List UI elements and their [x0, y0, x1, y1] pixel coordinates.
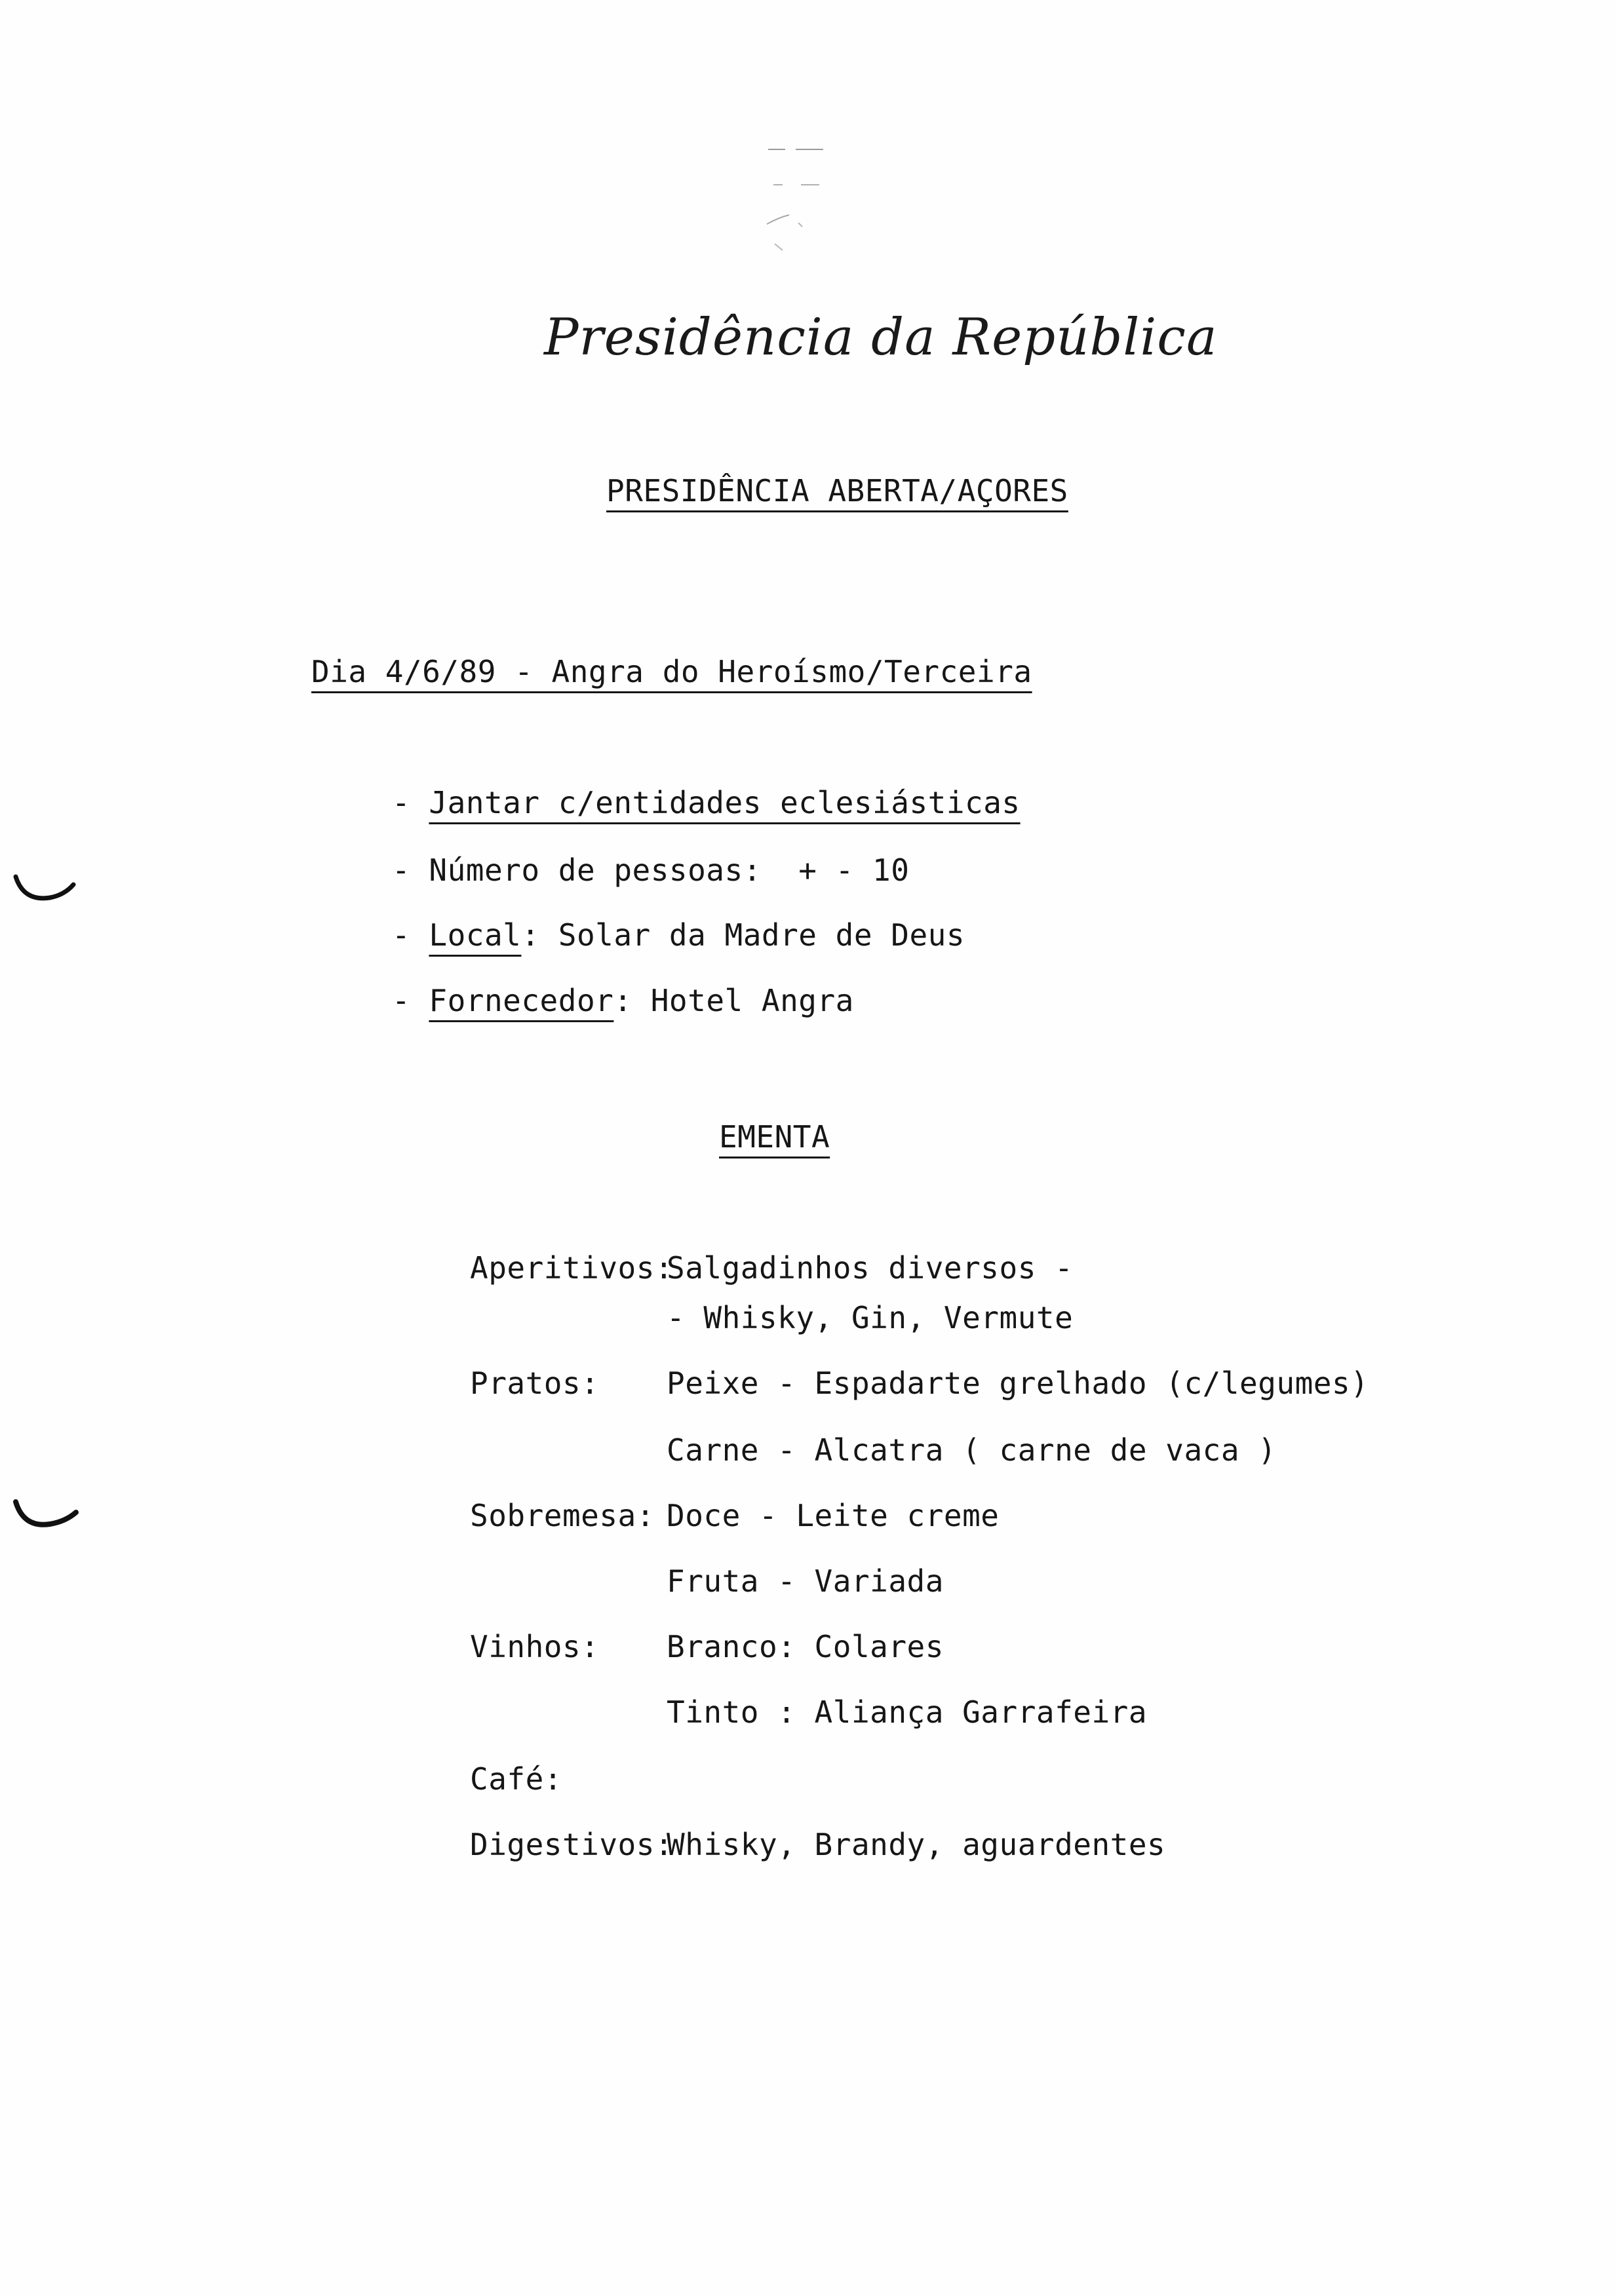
hole-punch-mark-top: [10, 873, 83, 912]
detail-label: Jantar c/entidades eclesiásticas: [429, 785, 1021, 820]
detail-value: : Solar da Madre de Deus: [521, 917, 965, 953]
menu-line: Whisky, Brandy, aguardentes: [667, 1827, 1166, 1862]
menu-category: Vinhos:: [470, 1629, 600, 1664]
letterhead: Presidência da República: [544, 308, 1218, 367]
scan-marks: [767, 131, 826, 262]
detail-prefix: -: [392, 852, 429, 888]
detail-value: + - 10: [798, 852, 910, 888]
menu-line: Fruta - Variada: [667, 1563, 944, 1599]
detail-prefix: -: [392, 983, 429, 1018]
menu-line: Branco: Colares: [667, 1629, 944, 1664]
hole-punch-mark-bottom: [10, 1498, 83, 1537]
menu-category: Sobremesa:: [470, 1498, 655, 1533]
menu-heading: EMENTA: [719, 1119, 830, 1155]
detail-value: : Hotel Angra: [613, 983, 854, 1018]
detail-label: Fornecedor: [429, 983, 614, 1018]
document-title: PRESIDÊNCIA ABERTA/AÇORES: [606, 473, 1068, 508]
detail-prefix: -: [392, 917, 429, 953]
menu-category: Pratos:: [470, 1366, 600, 1401]
menu-category: Digestivos:: [470, 1827, 674, 1862]
detail-item-event: [392, 785, 1021, 820]
menu-line: Carne - Alcatra ( carne de vaca ): [667, 1432, 1277, 1468]
detail-prefix: -: [392, 785, 429, 820]
menu-line: Tinto : Aliança Garrafeira: [667, 1694, 1148, 1730]
menu-line: Salgadinhos diversos -: [667, 1250, 1074, 1286]
menu-line: Doce - Leite creme: [667, 1498, 1000, 1533]
menu-line: - Whisky, Gin, Vermute: [667, 1300, 1074, 1335]
detail-item-location: [392, 917, 965, 953]
detail-label: Local: [429, 917, 522, 953]
detail-item-people: [392, 852, 910, 888]
date-line: Dia 4/6/89 - Angra do Heroísmo/Terceira: [311, 654, 1032, 689]
menu-line: Peixe - Espadarte grelhado (c/legumes): [667, 1366, 1369, 1401]
menu-category: Aperitivos:: [470, 1250, 674, 1286]
detail-label: Número de pessoas:: [429, 852, 762, 888]
menu-category: Café:: [470, 1761, 562, 1797]
detail-item-supplier: [392, 985, 854, 1016]
